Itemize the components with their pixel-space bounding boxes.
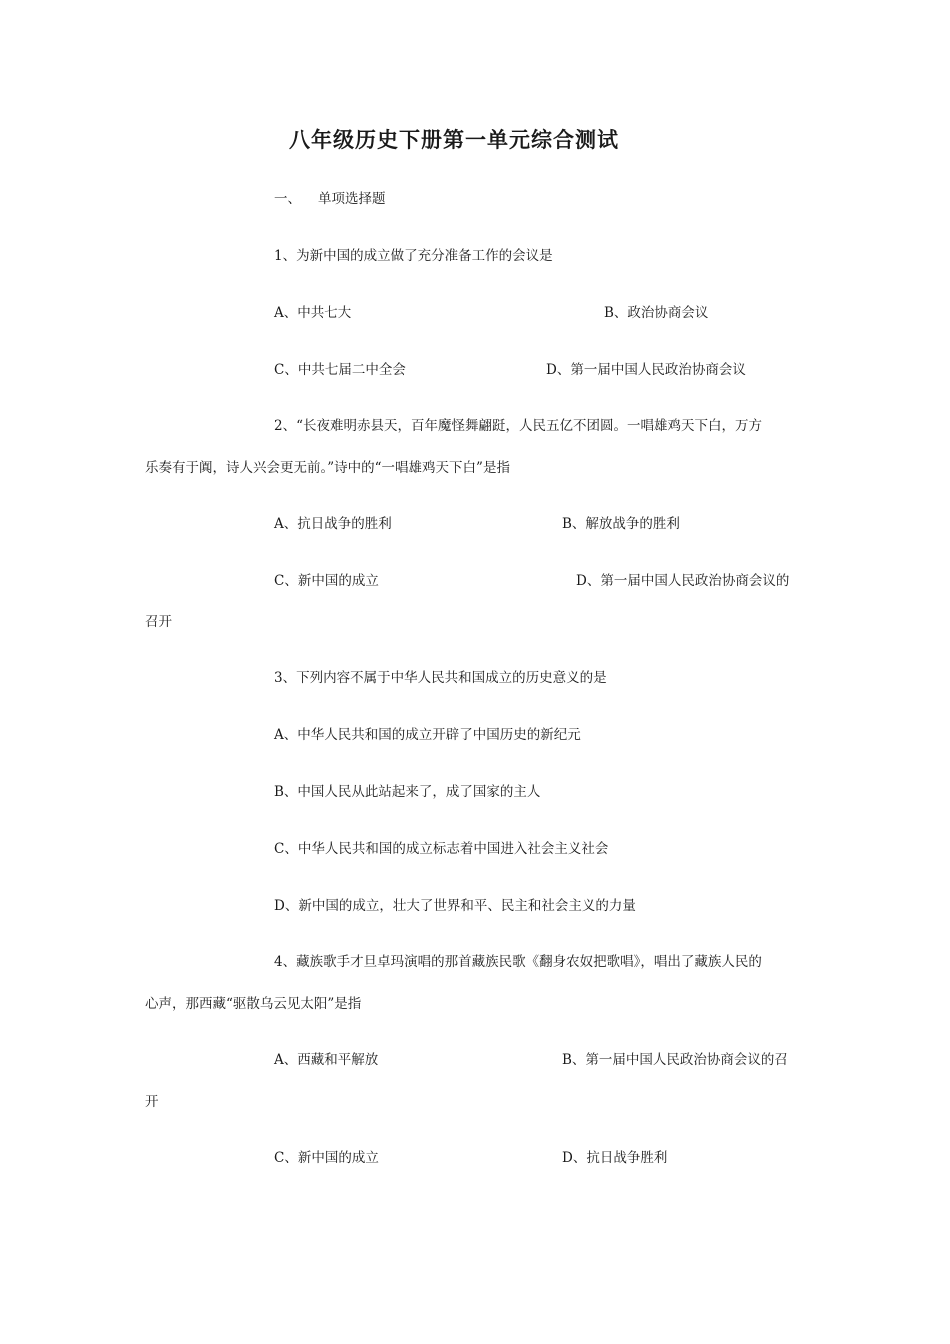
question-4-option-c: C、新中国的成立 — [274, 1150, 379, 1166]
question-2-stem-line-1: 2、“长夜难明赤县天，百年魔怪舞翩跹，人民五亿不团圆。一唱雄鸡天下白，万方 — [274, 418, 762, 434]
question-2-option-c: C、新中国的成立 — [274, 573, 379, 589]
question-4-stem-line-1: 4、藏族歌手才旦卓玛演唱的那首藏族民歌《翻身农奴把歌唱》，唱出了藏族人民的 — [274, 954, 762, 970]
question-2-option-b: B、解放战争的胜利 — [562, 516, 680, 532]
question-1-option-c: C、中共七届二中全会 — [274, 362, 406, 378]
question-4-option-a: A、西藏和平解放 — [274, 1052, 379, 1068]
section-label: 单项选择题 — [318, 191, 386, 207]
question-2-option-a: A、抗日战争的胜利 — [274, 516, 392, 532]
question-1-stem: 1、为新中国的成立做了充分准备工作的会议是 — [274, 248, 553, 264]
question-2-stem-line-2: 乐奏有于阗，诗人兴会更无前。”诗中的“一唱雄鸡天下白”是指 — [145, 460, 510, 476]
question-3-option-a: A、中华人民共和国的成立开辟了中国历史的新纪元 — [274, 727, 581, 743]
question-1-option-b: B、政治协商会议 — [604, 305, 709, 321]
question-4-option-b: B、第一届中国人民政治协商会议的召 — [562, 1052, 788, 1068]
question-3-option-b: B、中国人民从此站起来了，成了国家的主人 — [274, 784, 541, 800]
question-3-option-c: C、中华人民共和国的成立标志着中国进入社会主义社会 — [274, 841, 609, 857]
question-4-option-b-continued: 开 — [145, 1094, 159, 1110]
question-2-option-d: D、第一届中国人民政治协商会议的 — [576, 573, 790, 589]
page-title: 八年级历史下册第一单元综合测试 — [289, 128, 619, 152]
question-4-stem-line-2: 心声，那西藏“驱散乌云见太阳”是指 — [145, 996, 362, 1012]
question-3-option-d: D、新中国的成立，壮大了世界和平、民主和社会主义的力量 — [274, 898, 636, 914]
question-2-option-d-continued: 召开 — [145, 614, 172, 630]
question-1-option-d: D、第一届中国人民政治协商会议 — [546, 362, 746, 378]
question-4-option-d: D、抗日战争胜利 — [562, 1150, 668, 1166]
question-3-stem: 3、下列内容不属于中华人民共和国成立的历史意义的是 — [274, 670, 607, 686]
section-number: 一、 — [274, 191, 301, 207]
question-1-option-a: A、中共七大 — [274, 305, 352, 321]
